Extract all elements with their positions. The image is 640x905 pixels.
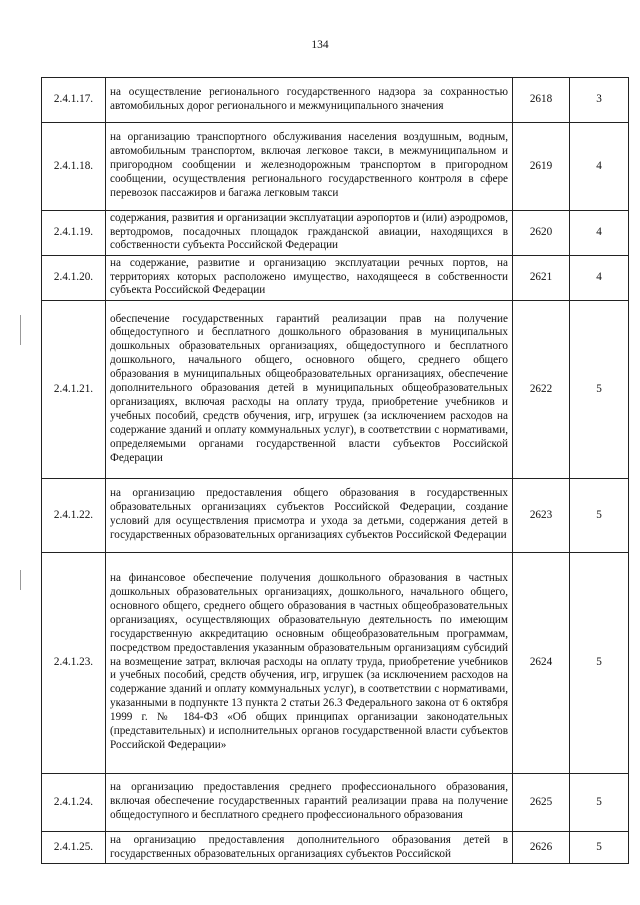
row-description: на организацию предоставления среднего профессионального образования, включая обеспечение государственных гарантий реализации права на получение общедоступного и бесплатного среднего профессионального образования bbox=[106, 774, 513, 832]
margin-mark bbox=[20, 570, 21, 590]
row-code: 2.4.1.24. bbox=[42, 774, 106, 832]
row-code: 2.4.1.19. bbox=[42, 211, 106, 256]
page-number: 134 bbox=[311, 39, 329, 51]
row-number: 2625 bbox=[513, 774, 570, 832]
row-subitem: 4 bbox=[570, 211, 629, 256]
table-row bbox=[42, 78, 629, 123]
row-code: 2.4.1.22. bbox=[42, 479, 106, 553]
row-description: на финансовое обеспечение получения дошкольного образования в частных дошкольных образовательных организациях, дошкольного, начального общего, основного общего, среднего общего образования в частных общеобразовательных организациях, осуществляющих образовательную деятельность по имеющим государственную аккредитацию основным общеобразовательным программам, посредством предоставления указанным образовательным организациям субсидий на возмещение затрат, включая расходы на оплату труда, приобретение учебников и учебных пособий, средств обучения, игр, игрушек (за исключением расходов на содержание зданий и оплату коммунальных услуг), в соответствии с нормативами, указанными в подпункте 13 пункта 2 статьи 26.3 Федерального закона от 6 октября 1999 г. № 184-ФЗ «Об общих принципах организации законодательных (представительных) и исполнительных органов государственной власти субъектов Российской Федерации» bbox=[106, 553, 513, 774]
margin-mark bbox=[20, 315, 21, 345]
table-row bbox=[42, 123, 629, 211]
row-subitem: 5 bbox=[570, 479, 629, 553]
row-subitem: 3 bbox=[570, 78, 629, 123]
row-description: на осуществление регионального государственного надзора за сохранностью автомобильных дорог регионального и межмуниципального значения bbox=[106, 78, 513, 123]
row-number: 2624 bbox=[513, 553, 570, 774]
row-code: 2.4.1.23. bbox=[42, 553, 106, 774]
row-description: содержания, развития и организации эксплуатации аэропортов и (или) аэродромов, вертодромов, посадочных площадок гражданской авиации, находящихся в собственности субъекта Российской Федерации bbox=[106, 211, 513, 256]
row-subitem: 5 bbox=[570, 832, 629, 864]
row-description: на содержание, развитие и организацию эксплуатации речных портов, на территориях которых расположено имущество, находящееся в собственности субъекта Российской Федерации bbox=[106, 256, 513, 301]
row-code: 2.4.1.17. bbox=[42, 78, 106, 123]
row-number: 2620 bbox=[513, 211, 570, 256]
row-description: обеспечение государственных гарантий реализации прав на получение общедоступного и бесплатного дошкольного образования в муниципальных дошкольных образовательных организациях, общедоступного и бесплатного дошкольного, начального общего, основного общего, среднего общего образования в муниципальных общеобразовательных организациях, обеспечение дополнительного образования детей в муниципальных общеобразовательных организациях, включая расходы на оплату труда, приобретение учебников и учебных пособий, средств обучения, игр, игрушек (за исключением расходов на содержание зданий и оплату коммунальных услуг), в соответствии с нормативами, определяемыми органами государственной власти субъектов Российской Федерации bbox=[106, 301, 513, 479]
row-number: 2619 bbox=[513, 123, 570, 211]
row-code: 2.4.1.18. bbox=[42, 123, 106, 211]
row-subitem: 4 bbox=[570, 123, 629, 211]
table-row bbox=[42, 256, 629, 301]
row-description: на организацию транспортного обслуживания населения воздушным, водным, автомобильным транспортом, включая легковое такси, в межмуниципальном и пригородном сообщении и железнодорожным транспортом в пригородном сообщении, осуществления регионального государственного контроля в сфере перевозок пассажиров и багажа легковым такси bbox=[106, 123, 513, 211]
row-code: 2.4.1.25. bbox=[42, 832, 106, 864]
row-number: 2621 bbox=[513, 256, 570, 301]
table-row bbox=[42, 211, 629, 256]
row-description: на организацию предоставления общего образования в государственных образовательных организациях субъектов Российской Федерации, создание условий для осуществления присмотра и ухода за детьми, содержания детей в государственных образовательных организациях субъектов Российской Федерации bbox=[106, 479, 513, 553]
row-subitem: 5 bbox=[570, 774, 629, 832]
table-row bbox=[42, 301, 629, 479]
table-row bbox=[42, 832, 629, 864]
row-subitem: 5 bbox=[570, 301, 629, 479]
budget-table bbox=[41, 77, 629, 864]
row-subitem: 4 bbox=[570, 256, 629, 301]
row-number: 2618 bbox=[513, 78, 570, 123]
table-row bbox=[42, 553, 629, 774]
row-subitem: 5 bbox=[570, 553, 629, 774]
row-code: 2.4.1.20. bbox=[42, 256, 106, 301]
row-description: на организацию предоставления дополнительного образования детей в государственных образовательных организациях субъектов Российской bbox=[106, 832, 513, 864]
row-code: 2.4.1.21. bbox=[42, 301, 106, 479]
row-number: 2622 bbox=[513, 301, 570, 479]
table-row bbox=[42, 774, 629, 832]
row-number: 2626 bbox=[513, 832, 570, 864]
row-number: 2623 bbox=[513, 479, 570, 553]
table-row bbox=[42, 479, 629, 553]
